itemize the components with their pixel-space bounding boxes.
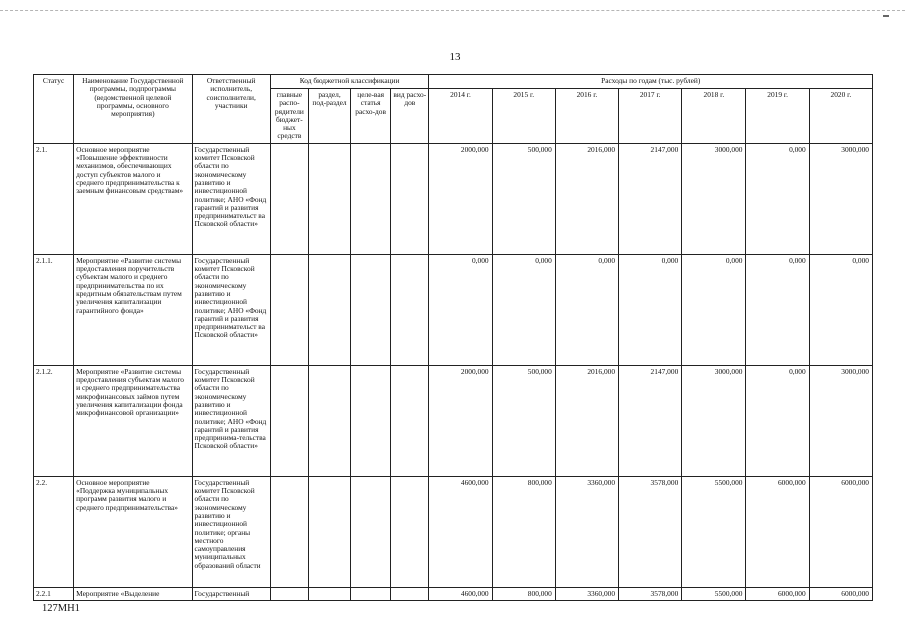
row-value: 2147,000 [619, 365, 682, 476]
row-value: 2000,000 [429, 365, 492, 476]
row-status: 2.2. [34, 476, 74, 587]
footer-code: 127МН1 [42, 603, 80, 614]
row-value: 0,000 [746, 365, 809, 476]
row-code-cell [351, 143, 391, 254]
row-value: 0,000 [746, 254, 809, 365]
row-code-cell [391, 587, 429, 600]
row-code-cell [308, 365, 350, 476]
header-budget-code: целе-вая статья расхо-дов [351, 89, 391, 144]
row-value: 6000,000 [809, 587, 872, 600]
row-value: 0,000 [619, 254, 682, 365]
row-code-cell [308, 587, 350, 600]
row-value: 3578,000 [619, 587, 682, 600]
header-year: 2017 г. [619, 89, 682, 144]
row-code-cell [270, 365, 308, 476]
row-responsible: Государственный комитет Псковской области по экономическому развитию и инвестиционной политике; органы местного самоуправления муниципальных образований области [192, 476, 270, 587]
row-value: 3000,000 [682, 365, 746, 476]
table-row [34, 143, 873, 254]
header-budget-code: раздел, под-раздел [308, 89, 350, 144]
row-responsible: Государственный комитет Псковской области по экономическому развитию и инвестиционной политике; АНО «Фонд гарантий и развития предпринима-тельства Псковской области» [192, 365, 270, 476]
row-status: 2.1. [34, 143, 74, 254]
row-value: 3360,000 [555, 587, 618, 600]
header-responsible: Ответственный исполнитель, соисполнители, участники [192, 75, 270, 144]
header-budget-code: главные распо-рядители бюджет-ных средств [270, 89, 308, 144]
row-value: 4600,000 [429, 587, 492, 600]
row-value: 6000,000 [746, 476, 809, 587]
row-value: 0,000 [492, 254, 555, 365]
row-code-cell [270, 587, 308, 600]
row-value: 500,000 [492, 143, 555, 254]
row-code-cell [351, 587, 391, 600]
row-value: 4600,000 [429, 476, 492, 587]
table-row [34, 587, 873, 600]
row-value: 3000,000 [809, 365, 872, 476]
row-value: 0,000 [555, 254, 618, 365]
row-value: 0,000 [429, 254, 492, 365]
row-name: Основное мероприятие «Повышение эффективности механизмов, обеспечивающих доступ субъектов малого и среднего предпринимательства к заемным финансовым средствам» [74, 143, 192, 254]
header-year: 2014 г. [429, 89, 492, 144]
header-year: 2015 г. [492, 89, 555, 144]
header-year: 2016 г. [555, 89, 618, 144]
row-value: 3360,000 [555, 476, 618, 587]
row-code-cell [270, 254, 308, 365]
row-value: 0,000 [746, 143, 809, 254]
row-name: Мероприятие «Развитие системы предоставления субъектам малого и среднего предпринимательства микрофинансовых займов путем увеличения капитализации фонда микрофинансовой организации» [74, 365, 192, 476]
row-value: 5500,000 [682, 587, 746, 600]
row-value: 2016,000 [555, 143, 618, 254]
header-name: Наименование Государственной программы, подпрограммы (ведомственной целевой программы, основного мероприятия) [74, 75, 192, 144]
row-value: 3000,000 [809, 143, 872, 254]
row-code-cell [270, 476, 308, 587]
header-budget-code: вид расхо-дов [391, 89, 429, 144]
row-code-cell [270, 143, 308, 254]
header-expenses-group: Расходы по годам (тыс. рублей) [429, 75, 873, 89]
row-code-cell [308, 254, 350, 365]
row-value: 800,000 [492, 587, 555, 600]
table-row [34, 365, 873, 476]
header-year: 2019 г. [746, 89, 809, 144]
row-code-cell [391, 365, 429, 476]
header-status: Статус [34, 75, 74, 144]
row-value: 800,000 [492, 476, 555, 587]
budget-table [33, 74, 873, 601]
row-status: 2.1.2. [34, 365, 74, 476]
row-value: 3000,000 [682, 143, 746, 254]
header-budget-code-group: Код бюджетной классификации [270, 75, 429, 89]
row-code-cell [351, 476, 391, 587]
row-responsible: Государственный комитет Псковской области по экономическому развитию и инвестиционной политике; АНО «Фонд гарантий и развития предпринимательст ва Псковской области» [192, 143, 270, 254]
row-value: 0,000 [809, 254, 872, 365]
row-name: Основное мероприятие «Поддержка муниципальных программ развития малого и среднего предпринимательства» [74, 476, 192, 587]
row-responsible: Государственный [192, 587, 270, 600]
scan-mark [883, 15, 889, 17]
header-year: 2018 г. [682, 89, 746, 144]
row-name: Мероприятие «Развитие системы предоставления поручительств субъектам малого и среднего предпринимательства по их кредитным обязательствам путем увеличения капитализации гарантийного фонда» [74, 254, 192, 365]
table-row [34, 476, 873, 587]
row-code-cell [391, 143, 429, 254]
page-number: 13 [449, 51, 461, 63]
row-status: 2.1.1. [34, 254, 74, 365]
row-value: 3578,000 [619, 476, 682, 587]
row-code-cell [391, 254, 429, 365]
row-value: 0,000 [682, 254, 746, 365]
row-value: 2147,000 [619, 143, 682, 254]
row-code-cell [308, 143, 350, 254]
row-responsible: Государственный комитет Псковской области по экономическому развитию и инвестиционной политике; АНО «Фонд гарантий и развития предпринимательст ва Псковской области» [192, 254, 270, 365]
row-value: 500,000 [492, 365, 555, 476]
row-code-cell [308, 476, 350, 587]
row-code-cell [351, 254, 391, 365]
row-value: 2016,000 [555, 365, 618, 476]
row-name: Мероприятие «Выделение [74, 587, 192, 600]
row-status: 2.2.1 [34, 587, 74, 600]
header-year: 2020 г. [809, 89, 872, 144]
row-value: 6000,000 [809, 476, 872, 587]
row-code-cell [391, 476, 429, 587]
table-row [34, 254, 873, 365]
row-value: 5500,000 [682, 476, 746, 587]
row-code-cell [351, 365, 391, 476]
row-value: 6000,000 [746, 587, 809, 600]
scan-edge-line [0, 10, 905, 11]
row-value: 2000,000 [429, 143, 492, 254]
